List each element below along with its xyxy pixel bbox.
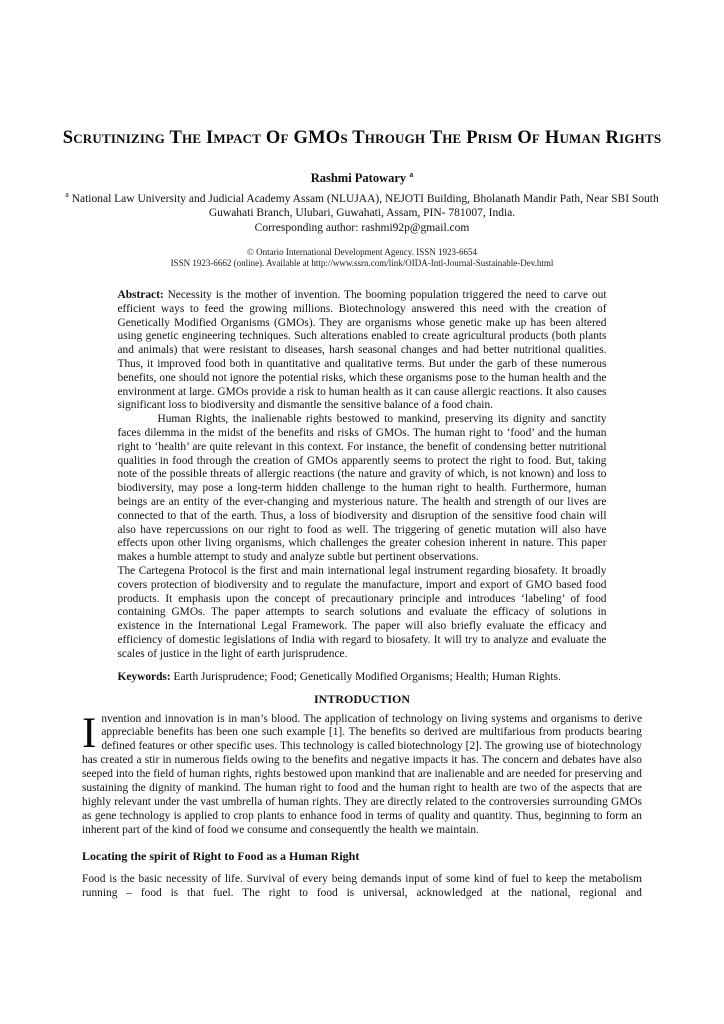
abstract (118, 289, 607, 662)
dropcap-letter: I (82, 709, 97, 757)
publisher-block (0, 247, 724, 270)
author-line (0, 167, 724, 186)
author-affiliation-marker: a (409, 170, 414, 179)
right-to-food-paragraph: Food is the basic necessity of life. Survival of every being demands input of some kind of fuel to keep the metabolism running – food is that fuel. The right to food is universal, acknowledged at the national, regional and (82, 872, 642, 899)
section-heading-right-to-food: Locating the spirit of Right to Food as a Human Right (82, 848, 360, 863)
abstract-label: Abstract: (117, 288, 168, 301)
introduction-text: nvention and innovation is in man’s blood. The application of technology on living systems and organisms to derive appreciable benefits has been one such example [1]. The benefits so derived are multifarious from products bearing defined features or other specific uses. This technology is called biotechnology [2]. The growing use of biotechnology has created a stir in numerous fields owing to the benefits and negative impacts it has. The concern and debates have also seeped into the field of human rights, rights bestowed upon mankind that are inalienable and are needed for preserving and sustaining the dignity of mankind. The human right to food and the human right to health are two of the aspects that are highly relevant under the vast umbrella of human rights. They are directly related to the controversies surrounding GMOs as gene technology is applied to crop plants to enhance food in terms of quality and quantity. Thus, beginning to form an inherent part of the kind of food we consume and consequently the health we maintain. (82, 712, 642, 836)
affiliation (62, 188, 662, 220)
abstract-paragraph-1 (118, 289, 607, 413)
abstract-paragraph-2: Human Rights, the inalienable rights bestowed to mankind, preserving its dignity and sanctity faces dilemma in the midst of the benefits and risks of GMOs. The human right to ‘food’ and the human right to ‘health’ are quite relevant in this context. For instance, the benefit of condensing better nutritional qualities in food through the creation of GMOs apparently seems to protect the right to food. But, taking note of the possible threats of allergic reactions (the nature and gravity of which, is not known) and loss to biodiversity, may pose a long-term hidden challenge to the human right to health. Furthermore, human beings are an entity of the ever-changing and mysterious nature. The health and strength of our lives are connected to that of the earth. Thus, a loss of biodiversity and disruption of the sensitive food chain will also have repercussions on our right to food as well. The triggering of genetic mutation will also have effects upon other living organisms, which challenges the greater cohesion inherent in nature. This paper makes a humble attempt to study and analyze subtle but pertinent observations. (117, 413, 607, 564)
online-issn-url-line: ISSN 1923-6662 (online). Available at http://www.ssrn.com/link/OIDA-Intl-Journal-Sustainable-Dev.html (170, 258, 554, 269)
affiliation-marker: a (65, 190, 69, 200)
affiliation-text: National Law University and Judicial Academy Assam (NLUJAA), NEJOTI Building, Bholanath Mandir Path, Near SBI South Guwahati Branch, Ulubari, Guwahati, Assam, PIN- 781007, India. (68, 192, 659, 219)
introduction-paragraph (82, 709, 642, 838)
keywords-label: Keywords: (117, 670, 174, 683)
keywords-line (118, 670, 607, 684)
keywords-text: Earth Jurisprudence; Food; Genetically Modified Organisms; Health; Human Rights. (173, 670, 561, 683)
abstract-paragraph-1-text: Necessity is the mother of invention. The booming population triggered the need to carve out efficient ways to feed the growing millions. Biotechnology answered this need with the creation of Genetically Modified Organisms (GMOs). They are organisms whose genetic make up has been altered using genetic engineering techniques. Such alterations enabled to create agricultural products (both plants and animals) that were resistant to diseases, harsh seasonal changes and had better nutritional qualities. Thus, it improved food both in quantitative and qualitative terms. But under the garb of these numerous benefits, one should not ignore the potential risks, which these organisms pose to the human health and the environment at large. GMOs provide a risk to human health as it can cause allergic reactions. It also causes significant loss to biodiversity and dismantle the sensitive balance of a food chain. (117, 288, 607, 412)
paper-title: Scrutinizing The Impact Of GMOs Through The Prism Of Human Rights (62, 128, 662, 148)
copyright-issn-line: © Ontario International Development Agency. ISSN 1923-6654 (247, 246, 477, 257)
introduction-heading: INTRODUCTION (313, 691, 410, 706)
author-name: Rashmi Patowary (310, 171, 407, 186)
corresponding-author-line: Corresponding author: rashmi92p@gmail.com (254, 221, 470, 234)
abstract-paragraph-3: The Cartegena Protocol is the first and main international legal instrument regarding biosafety. It broadly covers protection of biodiversity and to regulate the manufacture, import and export of GMO based food products. It emphasis upon the concept of precautionary principle and introduces ‘labeling’ of food containing GMOs. The paper attempts to search solutions and evaluate the efficacy of solutions in existence in the International Legal Framework. The paper will also briefly evaluate the efficacy and efficiency of domestic legislations of India with regard to biosafety. It will try to analyze and evaluate the scales of justice in the light of earth jurisprudence. (117, 564, 607, 660)
